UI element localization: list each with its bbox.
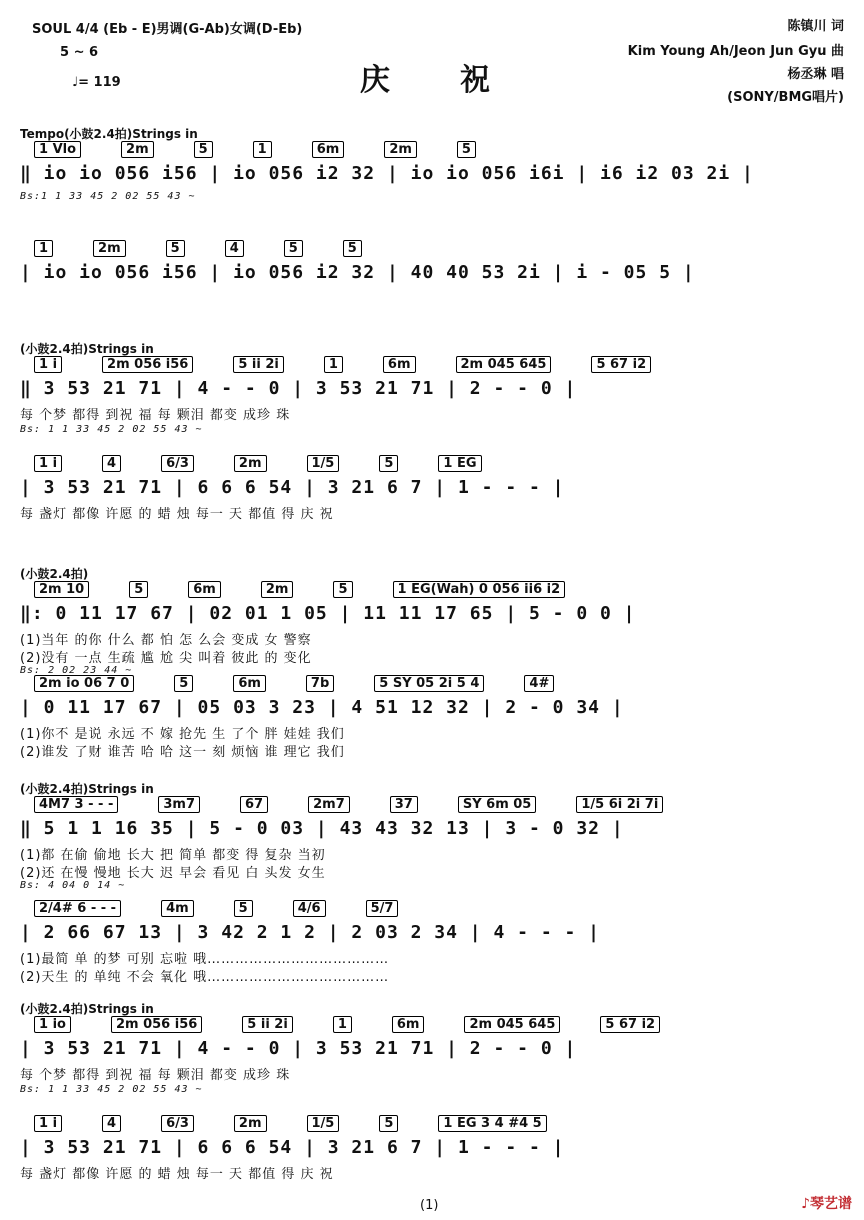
chord-box: 1	[324, 356, 343, 373]
singer: 杨丞琳 唱	[787, 67, 844, 82]
chord-box: 4	[102, 1115, 121, 1132]
chord-row	[34, 455, 522, 473]
chord-box: 1/5 6i 2i 7i	[576, 796, 663, 813]
chord-box: 5 ii 2i	[233, 356, 284, 373]
chord-row	[34, 141, 516, 159]
chord-box: 2m7	[308, 796, 350, 813]
chord-box: 1/5	[307, 1115, 340, 1132]
chord-box: 37	[390, 796, 418, 813]
chord-box: 1 EG	[438, 455, 481, 472]
chord-box: 67	[240, 796, 268, 813]
chord-box: 5	[166, 240, 185, 257]
chord-box: 5	[457, 141, 476, 158]
chord-box: 6m	[233, 675, 266, 692]
chord-box: 6m	[312, 141, 345, 158]
chord-row	[34, 796, 703, 814]
logo-icon: ♪	[801, 1196, 810, 1212]
chord-box: 5	[194, 141, 213, 158]
bass-line: Bs: 1 1 33 45 2 02 55 43 ~	[20, 1084, 203, 1095]
bass-line: Bs:1 1 33 45 2 02 55 43 ~	[20, 191, 196, 202]
chord-row	[34, 356, 691, 374]
chord-box: 1	[253, 141, 272, 158]
chord-box: 5 67 i2	[600, 1016, 660, 1033]
chord-box: 2m io 06 7 0	[34, 675, 134, 692]
lyric-line-2: (2)谁发 了财 谁苦 哈 哈 这一 刻 烦恼 谁 理它 我们	[20, 745, 345, 760]
section-label: (小鼓2.4拍)Strings in	[20, 1002, 154, 1016]
chord-box: 2/4# 6 - - -	[34, 900, 121, 917]
chord-box: 5 ii 2i	[242, 1016, 293, 1033]
lyric-line: (1)最简 单 的梦 可别 忘啦 哦…………………………………	[20, 952, 390, 967]
chord-row	[34, 900, 438, 918]
chord-box: 2m	[261, 581, 294, 598]
chord-box: 4M7 3 - - -	[34, 796, 118, 813]
chord-box: 5	[379, 455, 398, 472]
chord-box: 1 i	[34, 1115, 62, 1132]
chord-box: 5/7	[366, 900, 399, 917]
section-label: (小鼓2.4拍)Strings in	[20, 782, 154, 796]
chord-box: 1 i	[34, 455, 62, 472]
chord-box: 4m	[161, 900, 194, 917]
chord-box: 3m7	[158, 796, 200, 813]
notation-line: ‖ 3 53 21 71 | 4 - - 0 | 3 53 21 71 | 2 - - 0 |	[20, 378, 577, 399]
notation-line: | io io 056 i56 | io 056 i2 32 | 40 40 53 2i | i - 05 5 |	[20, 262, 695, 283]
notation-line: | 2 66 67 13 | 3 42 2 1 2 | 2 03 2 34 | 4 - - - |	[20, 922, 601, 943]
chord-box: 6m	[188, 581, 221, 598]
chord-box: 2m 045 645	[464, 1016, 560, 1033]
section-label: (小鼓2.4拍)	[20, 567, 89, 581]
lyricist: 陈镇川 词	[787, 19, 844, 34]
range: 5 ~ 6	[60, 45, 99, 60]
chord-box: 5	[284, 240, 303, 257]
chord-box: 1	[34, 240, 53, 257]
chord-box: 4	[225, 240, 244, 257]
page-title: 庆祝	[360, 63, 560, 98]
site-logo: ♪琴艺谱	[801, 1196, 852, 1212]
section-label: Tempo(小鼓2.4拍)Strings in	[20, 127, 198, 141]
lyric-line: (1)当年 的你 什么 都 怕 怎 么会 变成 女 警察	[20, 633, 312, 648]
notation-line: | 3 53 21 71 | 6 6 6 54 | 3 21 6 7 | 1 - - - |	[20, 477, 565, 498]
chord-box: 1 EG(Wah) 0 056 ii6 i2	[393, 581, 566, 598]
lyric-line-2: (2)天生 的 单纯 不会 氧化 哦…………………………………	[20, 970, 390, 985]
bass-line: Bs: 4 04 0 14 ~	[20, 880, 126, 891]
chord-box: 6m	[383, 356, 416, 373]
chord-box: 4#	[524, 675, 554, 692]
chord-box: 6/3	[161, 1115, 194, 1132]
chord-box: 1/5	[307, 455, 340, 472]
chord-box: 5	[379, 1115, 398, 1132]
chord-box: 2m 056 i56	[102, 356, 193, 373]
notation-line: | 3 53 21 71 | 4 - - 0 | 3 53 21 71 | 2 - - 0 |	[20, 1038, 577, 1059]
notation-line: | 3 53 21 71 | 6 6 6 54 | 3 21 6 7 | 1 - - - |	[20, 1137, 565, 1158]
chord-box: 2m	[384, 141, 417, 158]
chord-row	[34, 581, 605, 599]
chord-box: 1 Vlo	[34, 141, 81, 158]
chord-box: 5	[333, 581, 352, 598]
chord-box: 5	[129, 581, 148, 598]
chord-box: 2m 10	[34, 581, 89, 598]
chord-box: 2m 056 i56	[111, 1016, 202, 1033]
record-label: (SONY/BMG唱片)	[727, 90, 844, 105]
lyric-line-2: (2)还 在慢 慢地 长大 迟 早会 看见 白 头发 女生	[20, 866, 326, 881]
lyric-line: (1)都 在偷 偷地 长大 把 简单 都变 得 复杂 当初	[20, 848, 326, 863]
lyric-line-2: (2)没有 一点 生疏 尴 尬 尖 叫着 彼此 的 变化	[20, 651, 312, 666]
chord-box: 7b	[306, 675, 334, 692]
notation-line: ‖ io io 056 i56 | io 056 i2 32 | io io 056 i6i | i6 i2 03 2i |	[20, 163, 754, 184]
chord-box: 5	[234, 900, 253, 917]
chord-box: 2m	[234, 455, 267, 472]
lyric-line: 每 个梦 都得 到祝 福 每 颗泪 都变 成珍 珠	[20, 1068, 291, 1083]
chord-box: 1 i	[34, 356, 62, 373]
chord-box: 6/3	[161, 455, 194, 472]
chord-box: 1	[333, 1016, 352, 1033]
key-meta: SOUL 4/4 (Eb - E)男调(G-Ab)女调(D-Eb)	[32, 22, 303, 37]
chord-box: 4	[102, 455, 121, 472]
chord-box: 5 SY 05 2i 5 4	[374, 675, 484, 692]
composer: Kim Young Ah/Jeon Jun Gyu 曲	[627, 44, 844, 59]
page-number: (1)	[420, 1198, 439, 1213]
lyric-line: 每 盏灯 都像 许愿 的 蜡 烛 每一 天 都值 得 庆 祝	[20, 1167, 334, 1182]
notation-line: ‖: 0 11 17 67 | 02 01 1 05 | 11 11 17 65 | 5 - 0 0 |	[20, 603, 636, 624]
lyric-line: 每 盏灯 都像 许愿 的 蜡 烛 每一 天 都值 得 庆 祝	[20, 507, 334, 522]
chord-box: 2m	[234, 1115, 267, 1132]
chord-box: 5	[174, 675, 193, 692]
lyric-line: (1)你不 是说 永远 不 嫁 抢先 生 了个 胖 娃娃 我们	[20, 727, 345, 742]
bass-line: Bs: 2 02 23 44 ~	[20, 665, 133, 676]
section-label: (小鼓2.4拍)Strings in	[20, 342, 154, 356]
chord-row	[34, 675, 594, 693]
chord-box: 4/6	[293, 900, 326, 917]
chord-box: 5 67 i2	[591, 356, 651, 373]
lyric-line: 每 个梦 都得 到祝 福 每 颗泪 都变 成珍 珠	[20, 408, 291, 423]
chord-box: 5	[343, 240, 362, 257]
chord-box: 1 EG 3 4 #4 5	[438, 1115, 546, 1132]
notation-line: ‖ 5 1 1 16 35 | 5 - 0 03 | 43 43 32 13 | 3 - 0 32 |	[20, 818, 624, 839]
chord-box: 2m	[93, 240, 126, 257]
chord-box: 2m 045 645	[456, 356, 552, 373]
quarter-note-icon: ♩	[72, 75, 79, 90]
chord-row	[34, 240, 402, 258]
chord-box: SY 6m 05	[458, 796, 537, 813]
chord-box: 2m	[121, 141, 154, 158]
chord-row	[34, 1016, 700, 1034]
chord-row	[34, 1115, 587, 1133]
chord-box: 1 io	[34, 1016, 71, 1033]
notation-line: | 0 11 17 67 | 05 03 3 23 | 4 51 12 32 | 2 - 0 34 |	[20, 697, 624, 718]
chord-box: 6m	[392, 1016, 425, 1033]
bass-line: Bs: 1 1 33 45 2 02 55 43 ~	[20, 424, 203, 435]
tempo: ♩= 119	[72, 75, 121, 90]
